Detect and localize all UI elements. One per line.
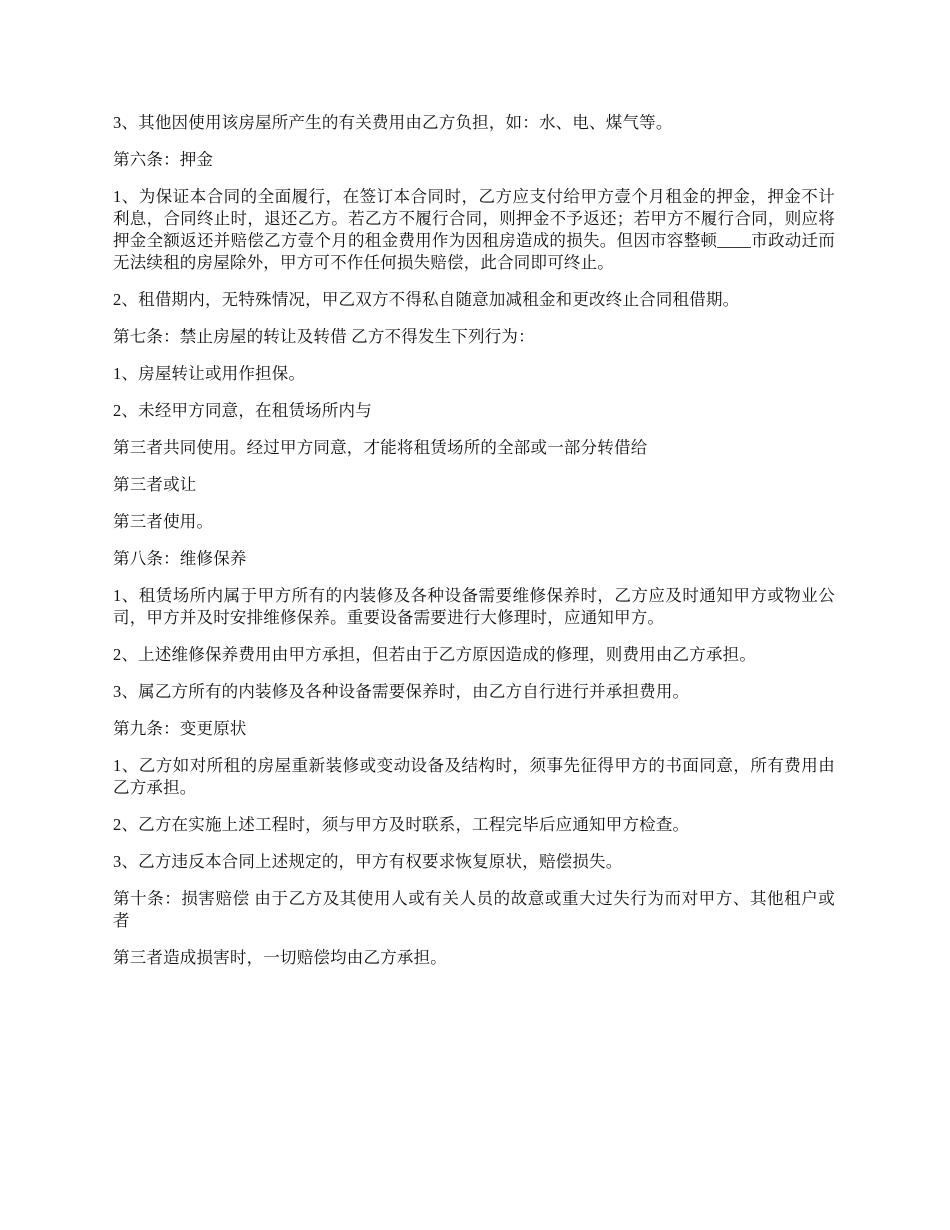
article-7-item-2-continued: 第三者共同使用。经过甲方同意，才能将租赁场所的全部或一部分转借给 (113, 438, 648, 457)
article-6-item-1: 1、为保证本合同的全面履行，在签订本合同时，乙方应支付给甲方壹个月租金的押金，押金不计利息，合同终止时，退还乙方。若乙方不履行合同，则押金不予返还；若甲方不履行合同，则应将押金全额返还并赔偿乙方壹个月的租金费用作为因租房造成的损失。但因市容整顿____市政动迁而无法续租的房屋除外，甲方可不作任何损失赔偿，此合同即可终止。 (113, 187, 835, 272)
article-8-item-3: 3、属乙方所有的内装修及各种设备需要保养时，由乙方自行进行并承担费用。 (113, 682, 690, 701)
article-8-heading: 第八条：维修保养 (113, 549, 247, 568)
article-7-item-2: 2、未经甲方同意，在租赁场所内与 (113, 401, 372, 420)
article-9-heading: 第九条：变更原状 (113, 719, 247, 738)
document-body (113, 112, 835, 984)
article-9-item-3: 3、乙方违反本合同上述规定的，甲方有权要求恢复原状，赔偿损失。 (113, 852, 623, 871)
article-7-item-2-use: 第三者使用。 (113, 512, 214, 531)
article-8-item-2: 2、上述维修保养费用由甲方承担，但若由于乙方原因造成的修理，则费用由乙方承担。 (113, 645, 757, 664)
article-7-heading: 第七条：禁止房屋的转让及转借 乙方不得发生下列行为： (113, 327, 535, 346)
article-6-item-2: 2、租借期内，无特殊情况，甲乙双方不得私自随意加减租金和更改终止合同租借期。 (113, 290, 740, 309)
article-10-continued: 第三者造成损害时，一切赔偿均由乙方承担。 (113, 948, 447, 967)
clause-5-item-3: 3、其他因使用该房屋所产生的有关费用由乙方负担，如：水、电、煤气等。 (113, 113, 673, 132)
article-10-heading: 第十条：损害赔偿 由于乙方及其使用人或有关人员的故意或重大过失行为而对甲方、其他租户或者 (113, 889, 835, 930)
article-7-item-2-third-party: 第三者或让 (113, 475, 197, 494)
article-9-item-2: 2、乙方在实施上述工程时，须与甲方及时联系，工程完毕后应通知甲方检查。 (113, 815, 690, 834)
article-8-item-1: 1、租赁场所内属于甲方所有的内装修及各种设备需要维修保养时，乙方应及时通知甲方或物业公司，甲方并及时安排维修保养。重要设备需要进行大修理时，应通知甲方。 (113, 586, 835, 627)
article-9-item-1: 1、乙方如对所租的房屋重新装修或变动设备及结构时，须事先征得甲方的书面同意，所有费用由乙方承担。 (113, 756, 835, 797)
article-7-item-1: 1、房屋转让或用作担保。 (113, 364, 306, 383)
article-6-heading: 第六条：押金 (113, 150, 214, 169)
